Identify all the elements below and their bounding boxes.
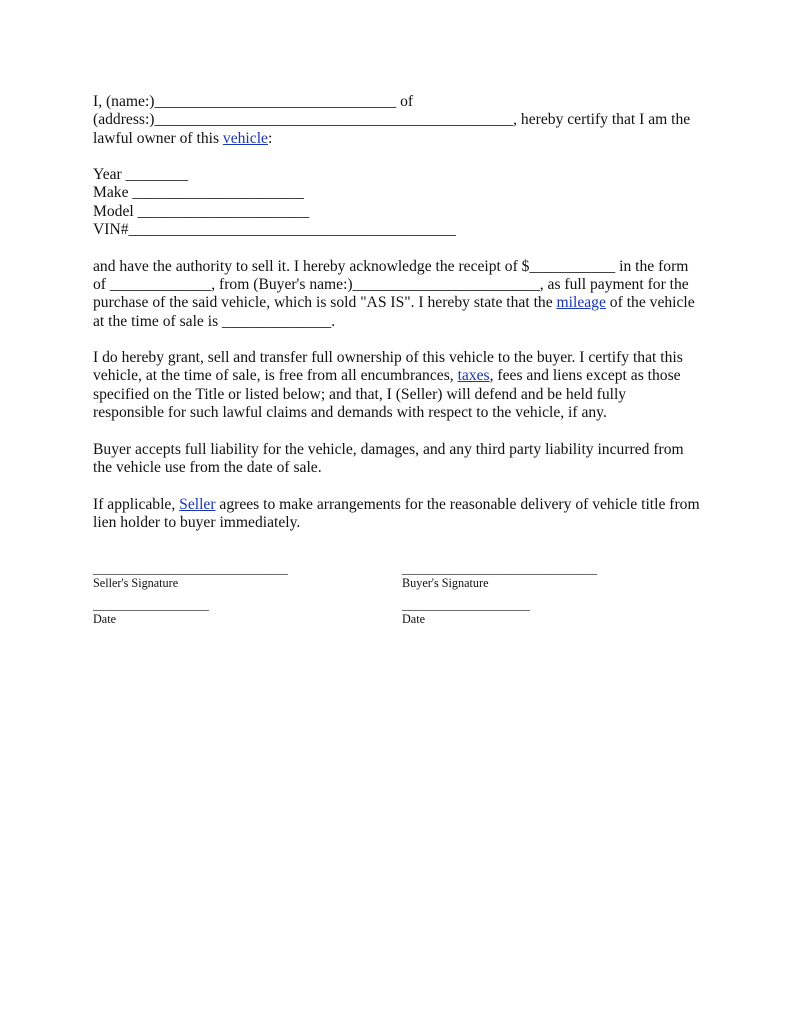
seller-signature-label: Seller's Signature xyxy=(93,576,179,590)
buyer-signature-line: ________________________________ xyxy=(402,562,597,576)
owner-address-line: (address:)______________________________________________, hereby certify that I am the xyxy=(93,111,691,129)
vehicle-make-field: Make ______________________ xyxy=(93,184,304,202)
payment-line-1: and have the authority to sell it. I hereby acknowledge the receipt of $___________ in the form xyxy=(93,257,689,275)
transfer-line-4: responsible for such lawful claims and demands with respect to the vehicle, if any. xyxy=(93,404,607,422)
payment-line-3-text: purchase of the said vehicle, which is sold "AS IS". I hereby state that the xyxy=(93,294,557,312)
paragraph-gap xyxy=(93,148,713,166)
buyer-date-line: _____________________ xyxy=(402,598,530,612)
mileage-link[interactable]: mileage xyxy=(556,294,606,312)
paragraph-gap xyxy=(93,239,713,257)
paragraph-gap xyxy=(93,422,713,440)
buyer-date-label: Date xyxy=(402,612,426,626)
buyer-signature-block xyxy=(402,562,597,590)
vehicle-year-field: Year ________ xyxy=(93,166,189,184)
payment-line-2: of _____________, from (Buyer's name:)________________________, as full payment for the xyxy=(93,275,689,293)
owner-name-line: I, (name:)_______________________________ of xyxy=(93,93,414,110)
owner-statement-colon: : xyxy=(267,129,273,147)
vehicle-link[interactable]: vehicle xyxy=(222,129,268,147)
delivery-line-1 xyxy=(93,496,713,514)
seller-signature-block xyxy=(93,562,288,590)
owner-statement-line xyxy=(93,130,713,148)
seller-date-block xyxy=(93,598,209,626)
payment-line-3 xyxy=(93,294,713,312)
transfer-line-2 xyxy=(93,367,713,385)
vehicle-vin-field: VIN#__________________________________________ xyxy=(93,221,456,239)
certificate-body xyxy=(93,93,713,532)
buyer-date-block xyxy=(402,598,530,626)
payment-line-4: at the time of sale is ______________. xyxy=(93,312,336,330)
seller-link[interactable]: Seller xyxy=(179,495,216,513)
taxes-link[interactable]: taxes xyxy=(457,367,490,385)
delivery-line-2: lien holder to buyer immediately. xyxy=(93,513,301,531)
buyer-signature-label: Buyer's Signature xyxy=(402,576,489,590)
payment-line-3-tail: of the vehicle xyxy=(605,294,695,312)
seller-signature-line: ________________________________ xyxy=(93,562,288,576)
transfer-line-2-text: vehicle, at the time of sale, is free from all encumbrances, xyxy=(93,367,458,385)
seller-date-label: Date xyxy=(93,612,117,626)
transfer-line-3: specified on the Title or listed below; and that, I (Seller) will defend and be held fully xyxy=(93,385,627,403)
seller-date-line: ___________________ xyxy=(93,598,209,612)
liability-line-2: the vehicle use from the date of sale. xyxy=(93,458,322,476)
delivery-line-1-text: If applicable, xyxy=(93,495,180,513)
transfer-line-2-tail: , fees and liens except as those xyxy=(489,367,681,385)
liability-line-1: Buyer accepts full liability for the vehicle, damages, and any third party liability incurred from xyxy=(93,440,684,458)
owner-statement-text: lawful owner of this xyxy=(93,129,223,147)
paragraph-gap xyxy=(93,477,713,495)
paragraph-gap xyxy=(93,331,713,349)
delivery-line-1-tail: agrees to make arrangements for the reasonable delivery of vehicle title from xyxy=(215,495,700,513)
vehicle-model-field: Model ______________________ xyxy=(93,202,310,220)
transfer-line-1: I do hereby grant, sell and transfer full ownership of this vehicle to the buyer. I certify that this xyxy=(93,349,683,367)
